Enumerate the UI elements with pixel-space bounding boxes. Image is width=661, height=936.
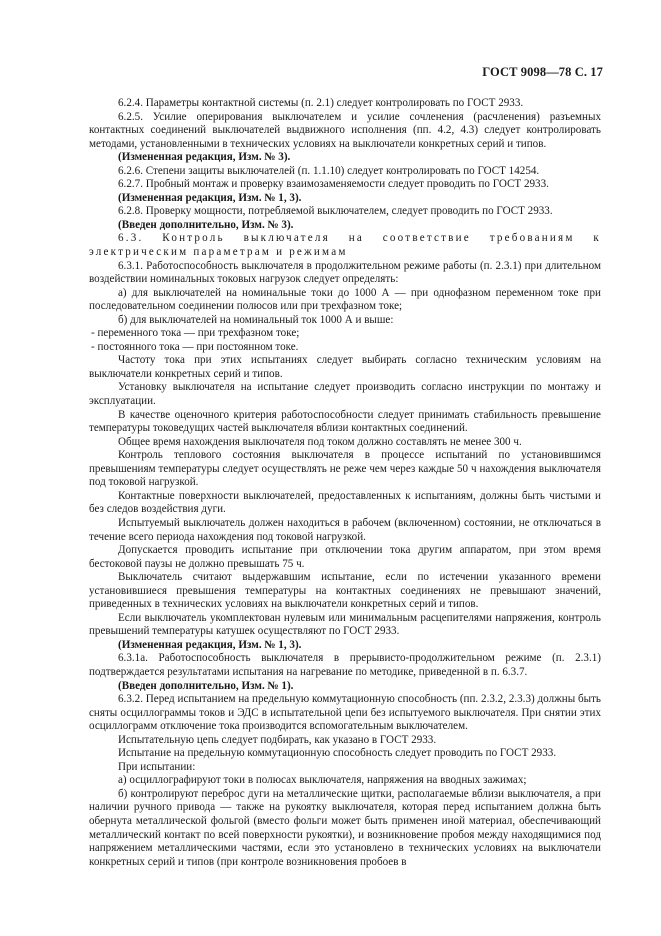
page-header: ГОСТ 9098—78 С. 17 [482,65,603,79]
amendment-note: (Введен дополнительно, Изм. № 1). [118,679,294,692]
paragraph: 6.2.7. Пробный монтаж и проверку взаимозаменяемости следует проводить по ГОСТ 2933. [118,178,549,191]
paragraph: 6.3.2. Перед испытанием на предельную коммутационную способность (пп. 2.3.2, 2.3.3) должны быть сняты осциллограммы токов и ЭДС в испытательной цепи без испытуемого выключателя. При снятии этих осциллограмм отключение тока производится вспомогательным выключателем. [89,693,601,733]
amendment-note: (Измененная редакция, Изм. № 1, 3). [118,191,302,204]
paragraph: Выключатель считают выдержавшим испытание, если по истечении указанного времени установившиеся превышения температуры на контактных соединениях не превышают значений, приведенных в технических условиях на выключатели конкретных серий и типов. [89,571,601,611]
paragraph: Допускается проводить испытание при отключении тока другим аппаратом, при этом время бестоковой паузы не должно превышать 75 ч. [89,544,601,570]
paragraph: б) контролируют переброс дуги на металлические щитки, располагаемые вблизи выключателя, а при наличии ручного привода — также на рукоятку выключателя, которая перед испытанием должна быть обернута металлической фольгой (вместо фольги может быть применен иной материал, обеспечивающий металлический контакт по всей поверхности рукоятки), и возникновение пробоя между находящимися под напряжением металлическими частями, если это установлено в технических условиях на выключатели конкретных серий и типов (при контроле возникновения пробоев в [89,787,601,868]
amendment-note: (Введен дополнительно, Изм. № 3). [118,218,294,231]
paragraph: Контроль теплового состояния выключателя в процессе испытаний по установившимся превышениям температуры следует осуществлять не реже чем через каждые 50 ч нахождения выключателя под токовой нагрузкой. [89,449,601,489]
paragraph: 6.3.1. Работоспособность выключателя в продолжительном режиме работы (п. 2.3.1) при длительном воздействии номинальных токовых нагрузок следует определять: [89,259,601,286]
paragraph: - постоянного тока — при постоянном токе. [91,340,299,353]
paragraph: Испытательную цепь следует подбирать, как указано в ГОСТ 2933. [118,733,437,746]
paragraph: 6.2.4. Параметры контактной системы (п. 2.1) следует контролировать по ГОСТ 2933. [118,97,524,109]
paragraph: б) для выключателей на номинальный ток 1000 А и выше: [118,313,394,326]
paragraph: а) осциллографируют токи в полюсах выключателя, напряжения на вводных зажимах; [118,774,527,787]
amendment-note: (Измененная редакция, Изм. № 3). [118,151,291,164]
paragraph: 6.2.6. Степени защиты выключателей (п. 1.1.10) следует контролировать по ГОСТ 14254. [118,164,540,177]
paragraph: В качестве оценочного критерия работоспособности следует принимать стабильность превышение температуры токоведущих частей выключателя вблизи контактных соединений. [89,408,601,435]
amendment-note: (Измененная редакция, Изм. № 1, 3). [118,638,302,651]
paragraph: Испытание на предельную коммутационную способность следует проводить по ГОСТ 2933. [118,747,557,760]
section-heading: 6.3. Контроль выключателя на соответствие требованиям к электрическим параметрам и режимам [89,232,601,259]
paragraph: 6.3.1а. Работоспособность выключателя в прерывисто-продолжительном режиме (п. 2.3.1) подтверждается результатами испытания на нагревание по методике, приведенной в п. 6.3.7. [89,652,601,678]
paragraph: Общее время нахождения выключателя под током должно составлять не менее 300 ч. [118,435,522,448]
paragraph: 6.2.5. Усилие оперирования выключателем и усилие сочленения (расчленения) разъемных контактных соединений выключателей выдвижного исполнения (пп. 4.2, 4.3) следует контролировать методами, установленными в технических условиях на выключатели конкретных серий и типов. [89,110,601,150]
paragraph: При испытании: [118,760,196,773]
paragraph: 6.2.8. Проверку мощности, потребляемой выключателем, следует проводить по ГОСТ 2933. [118,205,553,218]
paragraph: Установку выключателя на испытание следует производить согласно инструкции по монтажу и эксплуатации. [89,381,601,408]
document-body [89,97,601,869]
paragraph: Если выключатель укомплектован нулевым или минимальным расцепителями напряжения, контроль превышений температуры катушек осуществляют по ГОСТ 2933. [89,611,601,638]
paragraph: - переменного тока — при трехфазном токе; [91,327,300,340]
paragraph: Контактные поверхности выключателей, предоставленных к испытаниям, должны быть чистыми и без следов воздействия дуги. [89,489,601,516]
paragraph: а) для выключателей на номинальные токи до 1000 А — при однофазном переменном токе при последовательном соединении полюсов или при трехфазном токе; [89,286,601,313]
paragraph: Частоту тока при этих испытаниях следует выбирать согласно техническим условиям на выключатели конкретных серий и типов. [89,354,601,380]
paragraph: Испытуемый выключатель должен находиться в рабочем (включенном) состоянии, не отключаться в течение всего периода нахождения под токовой нагрузкой. [89,516,601,543]
